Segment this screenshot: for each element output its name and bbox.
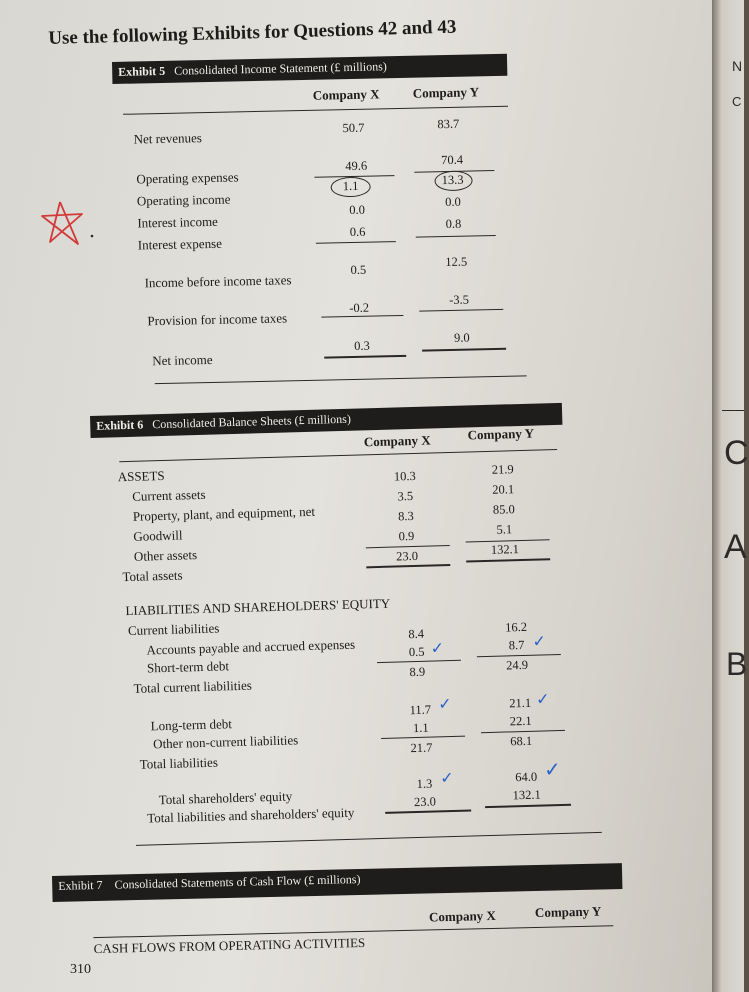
is-row-label: Net revenues: [133, 130, 202, 147]
bs-value-x: 23.0: [395, 548, 419, 564]
bs-row-label: Other assets: [133, 547, 198, 564]
is-value-y: 83.7: [437, 116, 460, 132]
exhibit-5-header-rule: [123, 106, 508, 115]
exhibit-7-col-company-y: Company Y: [534, 903, 602, 921]
exhibit-6-balance-sheets: [90, 403, 582, 856]
exhibit-7-col-company-x: Company X: [428, 907, 497, 925]
bs-row-label: Current assets: [132, 486, 206, 504]
facing-page-letter: N: [732, 58, 743, 74]
bs-value-x: 1.1: [412, 720, 429, 736]
is-value-y: 9.0: [453, 330, 470, 345]
bs-value-y: 21.9: [491, 462, 514, 477]
bs-value-x: 21.7: [410, 740, 433, 756]
handwritten-check-icon: ✓: [430, 638, 445, 658]
bs-value-y: 24.9: [505, 657, 529, 673]
is-value-x: 49.6: [345, 158, 368, 174]
bs-value-y: 16.2: [504, 619, 528, 635]
bs-underline: [366, 545, 450, 548]
bs-row-label: Total liabilities and shareholders' equity: [147, 804, 355, 826]
is-value-x: 0.6: [349, 224, 366, 240]
bs-value-y: 8.7: [508, 637, 525, 653]
bs-value-y: 20.1: [492, 482, 515, 497]
is-value-y: 0.8: [445, 216, 462, 232]
exhibit-6-number: Exhibit 6: [96, 417, 144, 433]
is-row-label: Provision for income taxes: [147, 310, 288, 329]
bs-value-y: 132.1: [490, 542, 520, 557]
bs-row-label: Property, plant, and equipment, net: [132, 503, 316, 524]
handwritten-check-icon: ✓: [543, 756, 562, 782]
current-liabilities-heading: Current liabilities: [127, 620, 220, 639]
bs-row-label: Total liabilities: [139, 754, 219, 772]
bs-row-label: Goodwill: [133, 527, 183, 544]
bs-value-y: 132.1: [512, 787, 542, 803]
exhibit-6-header-rule: [119, 449, 557, 462]
bs-row-label: Total shareholders' equity: [158, 788, 293, 808]
exhibit-6-bottom-rule: [136, 832, 602, 846]
bs-row-label: Short-term debt: [146, 658, 230, 676]
is-value-x: 1.1: [342, 178, 359, 194]
bs-underline: [381, 736, 465, 739]
exhibit-7-cash-flow: [52, 863, 634, 956]
exhibit-5-col-company-x: Company X: [312, 86, 380, 103]
bs-underline: [477, 654, 561, 657]
is-row-label: Interest income: [137, 213, 219, 231]
handwritten-letter: A: [724, 528, 747, 566]
bs-row-label: Other non-current liabilities: [152, 732, 299, 752]
is-value-x: 0.0: [349, 202, 366, 218]
bs-value-x: 8.3: [397, 509, 414, 524]
handwritten-check-icon: ✓: [439, 767, 454, 788]
cash-flow-section-heading: CASH FLOWS FROM OPERATING ACTIVITIES: [93, 934, 366, 957]
is-value-y: 0.0: [445, 194, 461, 210]
is-value-x: 0.3: [354, 338, 370, 353]
bs-value-x: 0.9: [398, 528, 415, 544]
is-value-y: 70.4: [441, 152, 464, 168]
bs-value-x: 8.9: [409, 664, 426, 680]
liabilities-heading: LIABILITIES AND SHAREHOLDERS' EQUITY: [125, 595, 391, 619]
exhibit-6-title: Consolidated Balance Sheets (£ millions): [152, 411, 352, 432]
is-value-y: 12.5: [445, 254, 468, 270]
exhibit-5-title-bar: [112, 54, 507, 84]
is-row-label: Net income: [152, 351, 213, 369]
bs-value-y: 85.0: [492, 502, 515, 517]
is-row-label: Operating income: [136, 191, 231, 209]
bs-value-x: 1.3: [416, 776, 433, 792]
bs-value-y: 64.0: [515, 769, 538, 785]
handwritten-check-icon: ✓: [437, 694, 452, 714]
bs-value-x: 3.5: [397, 489, 414, 504]
page-heading: Use the following Exhibits for Questions 42 and 43: [48, 16, 457, 49]
is-underline: [419, 309, 503, 312]
exhibit-7-title-bar: [52, 863, 622, 902]
exhibit-7-title: Consolidated Statements of Cash Flow (£ millions): [114, 872, 361, 892]
bs-underline: [377, 660, 461, 663]
bs-value-y: 21.1: [509, 695, 532, 711]
is-value-y: -3.5: [449, 292, 470, 307]
bs-value-y: 5.1: [496, 522, 513, 537]
exhibit-5-title: Consolidated Income Statement (£ millions): [174, 59, 387, 78]
assets-heading: ASSETS: [117, 467, 165, 485]
is-value-x: -0.2: [349, 300, 370, 316]
bs-value-y: 22.1: [509, 713, 532, 729]
bs-value-x: 0.5: [408, 644, 425, 660]
is-value-y: 13.3: [441, 172, 464, 188]
exhibit-5-col-company-y: Company Y: [412, 84, 480, 101]
bs-double-underline: [466, 558, 550, 562]
is-underline: [321, 315, 403, 318]
page-number: 310: [70, 962, 91, 977]
bs-row-label: Accounts payable and accrued expenses: [146, 636, 356, 658]
handwritten-star-annotation: [38, 198, 96, 250]
bs-double-underline: [366, 564, 450, 568]
is-row-label: Income before income taxes: [144, 272, 292, 291]
bs-value-x: 10.3: [393, 468, 416, 484]
is-underline: [416, 235, 496, 238]
bs-value-x: 11.7: [409, 702, 432, 718]
is-value-x: 50.7: [342, 120, 365, 136]
bs-double-underline: [485, 804, 571, 808]
exhibit-5-number: Exhibit 5: [118, 63, 166, 79]
bs-row-label: Long-term debt: [150, 716, 233, 734]
facing-page-rule: [722, 410, 744, 411]
bs-value-y: 68.1: [510, 733, 533, 749]
exhibit-6-col-company-y: Company Y: [467, 425, 535, 443]
exhibit-6-col-company-x: Company X: [363, 432, 431, 450]
handwritten-check-icon: ✓: [535, 689, 550, 709]
exhibit-7-number: Exhibit 7: [58, 877, 103, 893]
bs-value-x: 23.0: [413, 794, 437, 810]
is-value-x: 0.5: [350, 262, 367, 278]
bs-underline: [481, 730, 565, 733]
bs-double-underline: [385, 810, 471, 814]
is-underline: [316, 241, 396, 244]
facing-page-letter: C: [732, 94, 742, 109]
is-double-underline: [422, 348, 506, 352]
handwritten-letter: B: [726, 646, 748, 682]
is-row-label: Operating expenses: [136, 169, 239, 187]
bs-value-x: 8.4: [408, 626, 425, 642]
bs-row-label: Total assets: [122, 567, 183, 585]
handwritten-check-icon: ✓: [532, 631, 547, 651]
bs-row-label: Total current liabilities: [133, 677, 253, 696]
is-double-underline: [324, 355, 406, 359]
is-row-label: Interest expense: [137, 235, 223, 253]
facing-page-edge: [712, 0, 749, 992]
exhibit-5-income-statement: [112, 54, 519, 392]
handwritten-letter: C: [724, 434, 749, 472]
exhibit-5-bottom-rule: [155, 375, 527, 384]
